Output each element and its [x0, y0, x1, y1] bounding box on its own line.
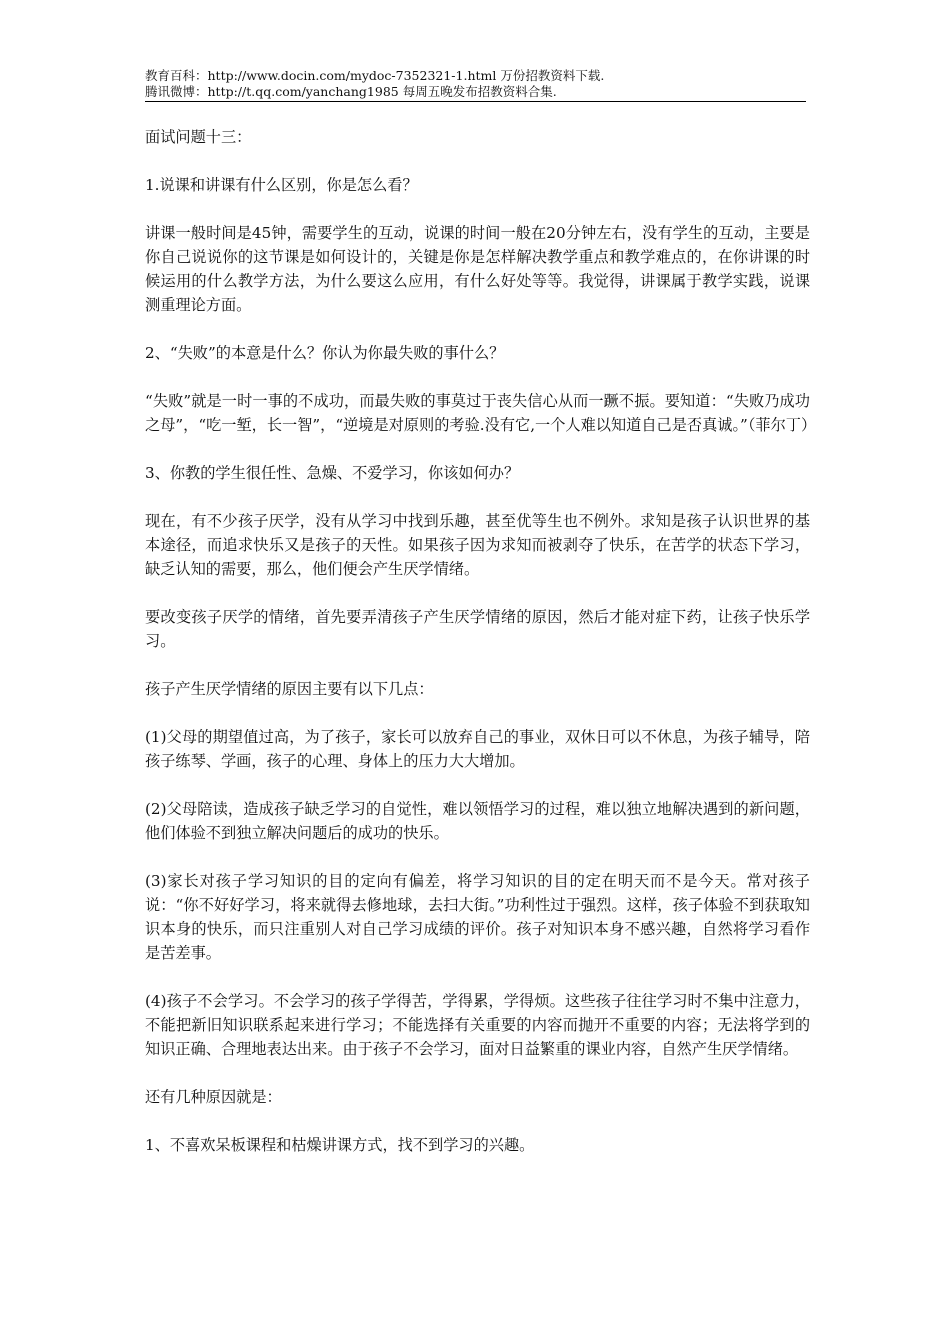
- reasons-heading: 孩子产生厌学情绪的原因主要有以下几点：: [145, 680, 434, 698]
- question-3: 3、你教的学生很任性、急燥、不爱学习，你该如何办？: [145, 464, 520, 482]
- answer-1: 讲课一般时间是45钟，需要学生的互动，说课的时间一般在20分钟左右，没有学生的互动，主要是你自己说说你的这节课是如何设计的，关键是你是怎样解决教学重点和教学难点的，在你讲课的时候运用的什么教学方法，为什么要这么应用，有什么好处等等。我觉得，讲课属于教学实践，说课测重理论方面。: [145, 224, 810, 314]
- document-body: [145, 125, 817, 1181]
- answer-2: “失败”就是一时一事的不成功，而最失败的事莫过于丧失信心从而一蹶不振。要知道：“失败乃成功之母”，“吃一堑，长一智”，“逆境是对原则的考验.没有它,一个人难以知道自己是否真诚。”（菲尔丁）: [145, 392, 817, 434]
- answer-3-approach: 要改变孩子厌学的情绪，首先要弄清孩子产生厌学情绪的原因，然后才能对症下药，让孩子快乐学习。: [145, 608, 810, 650]
- header-line-docin-link: 教育百科：http://www.docin.com/mydoc-7352321-1.html 万份招教资料下载.: [145, 68, 605, 83]
- reason-3: (3)家长对孩子学习知识的目的定向有偏差，将学习知识的目的定在明天而不是今天。常对孩子说：“你不好好学习，将来就得去修地球，去扫大街。”功利性过于强烈。这样，孩子体验不到获取知识本身的快乐，而只注重别人对自己学习成绩的评价。孩子对知识本身不感兴趣，自然将学习看作是苦差事。: [145, 872, 810, 962]
- section-title: 面试问题十三：: [145, 128, 252, 146]
- reason-2: (2)父母陪读，造成孩子缺乏学习的自觉性，难以领悟学习的过程，难以独立地解决遇到的新问题，他们体验不到独立解决问题后的成功的快乐。: [145, 800, 810, 842]
- header-divider: [145, 101, 806, 102]
- header-line-weibo-link: 腾讯微博：http://t.qq.com/yanchang1985 每周五晚发布招教资料合集.: [145, 84, 557, 99]
- page-header: [145, 68, 806, 100]
- other-reasons-heading: 还有几种原因就是：: [145, 1088, 282, 1106]
- question-2: 2、“失败”的本意是什么？你认为你最失败的事什么？: [145, 344, 505, 362]
- other-reason-1: 1、不喜欢呆板课程和枯燥讲课方式，找不到学习的兴趣。: [145, 1136, 535, 1154]
- answer-3-intro: 现在，有不少孩子厌学，没有从学习中找到乐趣，甚至优等生也不例外。求知是孩子认识世界的基本途径，而追求快乐又是孩子的天性。如果孩子因为求知而被剥夺了快乐，在苦学的状态下学习，缺乏认知的需要，那么，他们便会产生厌学情绪。: [145, 512, 810, 578]
- reason-1: (1)父母的期望值过高，为了孩子，家长可以放弃自己的事业，双休日可以不休息，为孩子辅导，陪孩子练琴、学画，孩子的心理、身体上的压力大大增加。: [145, 728, 810, 770]
- reason-4: (4)孩子不会学习。不会学习的孩子学得苦，学得累，学得烦。这些孩子往往学习时不集中注意力，不能把新旧知识联系起来进行学习；不能选择有关重要的内容而抛开不重要的内容；无法将学到的知识正确、合理地表达出来。由于孩子不会学习，面对日益繁重的课业内容，自然产生厌学情绪。: [145, 992, 810, 1058]
- question-1: 1.说课和讲课有什么区别，你是怎么看？: [145, 176, 418, 194]
